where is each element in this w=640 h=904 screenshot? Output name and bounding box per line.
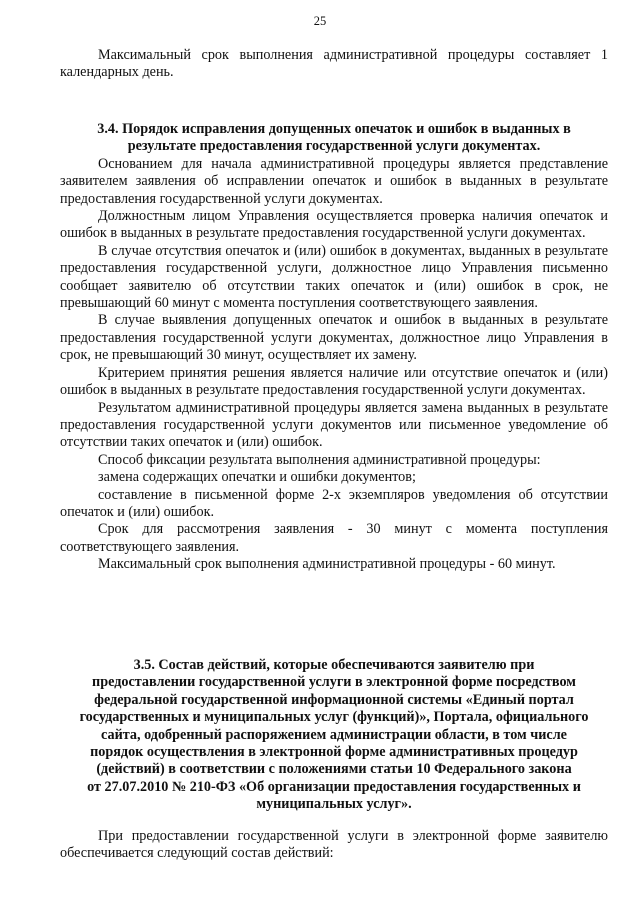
section-heading-line: федеральной государственной информационной системы «Единый портал — [94, 691, 574, 708]
paragraph: замена содержащих опечатки и ошибки документов; — [98, 469, 416, 486]
section-heading-line: (действий) в соответствии с положениями статьи 10 Федерального закона — [96, 761, 572, 778]
section-3-5 — [60, 657, 608, 814]
section-heading-line: порядок осуществления в электронной форме административных процедур — [90, 744, 578, 761]
section-heading-line: 3.5. Состав действий, которые обеспечиваются заявителю при — [133, 657, 535, 673]
section-3-5-body — [60, 828, 608, 863]
section-heading-line: предоставлении государственной услуги в электронной форме посредством — [92, 674, 576, 691]
paragraph: Должностным лицом Управления осуществляется проверка наличия опечаток и ошибок в выданных в результате предоставления государственной услуги документах. — [60, 208, 608, 242]
paragraph: В случае отсутствия опечаток и (или) ошибок в документах, выданных в результате предоставления государственной услуги, должностное лицо Управления письменно сообщает заявителю об отсутствии таких опечаток и (или) ошибок в срок, не превышающий 60 минут с момента поступления соответствующего заявления. — [60, 242, 608, 312]
intro-block — [60, 47, 608, 82]
paragraph: Способ фиксации результата выполнения административной процедуры: — [98, 451, 541, 468]
paragraph: Критерием принятия решения является наличие или отсутствие опечаток и (или) ошибок в выданных в результате предоставления государственной услуги документах. — [60, 364, 608, 399]
section-3-4 — [60, 121, 608, 574]
section-heading: 3.4. Порядок исправления допущенных опечаток и ошибок в выданных в результате предоставления государственной услуги документах. — [97, 121, 571, 155]
paragraph: Основанием для начала административной процедуры является представление заявителем заявления об исправлении опечаток и ошибок в выданных в результате предоставления государственной услуги документах. — [60, 155, 608, 207]
paragraph: Максимальный срок выполнения административной процедуры - 60 минут. — [98, 556, 556, 573]
paragraph: Результатом административной процедуры является замена выданных в результате предоставления государственной услуги документов или письменное уведомление об отсутствии таких опечаток и (или) ошибок. — [60, 399, 608, 451]
paragraph: Срок для рассмотрения заявления - 30 минут с момента поступления соответствующего заявления. — [60, 521, 608, 555]
section-heading-line: сайта, одобренный распоряжением администрации области, в том числе — [101, 726, 567, 743]
paragraph: В случае выявления допущенных опечаток и ошибок в выданных в результате предоставления государственной услуги документах, должностное лицо Управления в срок, не превышающий 30 минут, осуществляет их замену. — [60, 312, 608, 364]
paragraph: Максимальный срок выполнения административной процедуры составляет 1 календарных день. — [60, 47, 608, 81]
paragraph: составление в письменной форме 2-х экземпляров уведомления об отсутствии опечаток и (или) ошибок. — [60, 486, 608, 520]
page-number: 25 — [313, 14, 327, 28]
section-heading-line: государственных и муниципальных услуг (функций)», Портала, официального — [79, 709, 589, 726]
section-heading-line: от 27.07.2010 № 210-ФЗ «Об организации предоставления государственных и — [87, 778, 581, 795]
paragraph: При предоставлении государственной услуги в электронной форме заявителю обеспечивается следующий состав действий: — [60, 828, 608, 862]
section-heading-line: муниципальных услуг». — [256, 796, 412, 813]
